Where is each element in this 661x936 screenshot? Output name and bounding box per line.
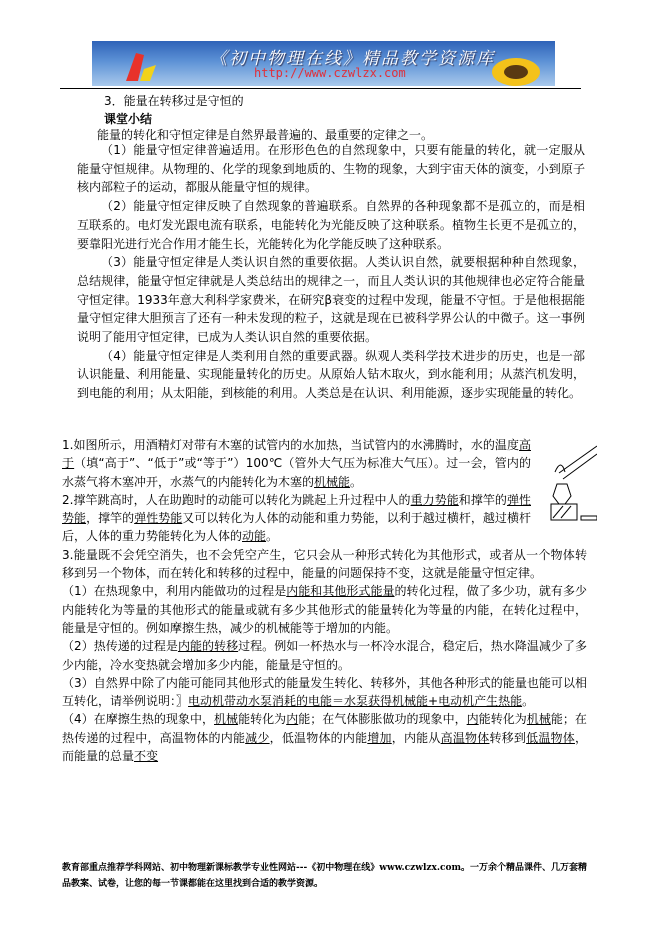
answer-text: 机械 [214, 712, 239, 727]
section1-paragraph [77, 141, 585, 197]
paragraph-text: 和撑竿的 [458, 492, 507, 507]
paragraph-text: （2）能量守恒定律反映了自然现象的普遍联系。自然界的各种现象都不是孤立的，而是相互联系的。电灯发光跟电流有联系，电能转化为光能反映了这种联系。植物生长更不是孤立的，要靠阳光进行光合作用才能生长，光能转化为化学能反映了这种联系。 [77, 199, 585, 251]
answer-text: 机械 [526, 712, 551, 727]
paragraph-text: （3）自然界中除了内能可能同其他形式的能量发生转化、转移外，其他各种形式的能量也能可以相互转化，请举例说明：〗 [62, 675, 587, 709]
paragraph-text: 1.如图所示，用酒精灯对带有木塞的试管内的水加热，当试管内的水沸腾时，水的温度 [62, 438, 519, 452]
paragraph-text: 能转化为 [478, 712, 527, 727]
paragraph-text: （4）在摩擦生热的现象中， [62, 712, 215, 727]
paragraph-text: 能转化为 [238, 712, 287, 727]
paragraph-text: ，撑竿的 [86, 511, 135, 526]
section-heading: 3．能量在转移过是守恒的 [104, 94, 244, 108]
paragraph-text: 能；在热传递的过程中，高温物体的内能 [62, 712, 587, 745]
paragraph-text: 。 [350, 474, 363, 489]
answer-text: 增加 [367, 730, 392, 745]
section2-paragraph [62, 436, 587, 491]
summary-intro: 能量的转化和守恒定律是自然界最普遍的、最重要的定律之一。 [97, 128, 434, 142]
answer-text: 不变 [134, 749, 159, 764]
section2-paragraph [62, 491, 587, 546]
exercises [62, 436, 587, 765]
answer-text: 弹性势能 [62, 492, 531, 526]
paragraph-text: 能；在气体膨胀做功的现象中， [298, 712, 467, 727]
answer-text: 内 [466, 712, 479, 727]
paragraph-text: （填“高于”、“低于”或“等于”）100℃（管外大气压为标准大气压）。过一会，管内的水蒸气将木塞冲开，水蒸气的内能转化为木塞的 [62, 456, 531, 489]
header-divider [60, 88, 581, 89]
paragraph-text: （1）在热现象中，利用内能做功的过程是 [62, 584, 287, 599]
answer-text: 动能 [242, 529, 267, 544]
paragraph-text: 又可以转化为人体的动能和重力势能，以利于越过横杆，越过横杆后，人体的重力势能转化为人体的 [62, 511, 531, 544]
paragraph-text: （2）热传递的过程是 [62, 639, 178, 654]
answer-text: 内 [286, 712, 299, 727]
answer-text: 电动机带动水泵消耗的电能＝水泵获得机械能+电动机产生热能 [188, 694, 523, 709]
paragraph-text: （3）能量守恒定律是人类认识自然的重要依据。人类认识自然，就要根据种种自然现象，总结规律，能量守恒定律就是人类总结出的规律之一，而且人类认识的其他规律也必定符合能量守恒定律。1933年意大利科学家费米，在研究β衰变的过程中发现，能量不守恒。于是他根据能量守恒定律大胆预言了还有一种未发现的粒子，这就是现在已被科学界公认的中微子。这一事例说明了能用守恒定律，已成为人类认识自然的重要依据。 [77, 255, 585, 345]
paragraph-text: ，低温物体的内能 [269, 730, 368, 745]
section1-paragraph [77, 347, 585, 403]
section1-paragraph [77, 197, 585, 253]
section1-paragraph [77, 253, 585, 347]
paragraph-text: （4）能量守恒定律是人类利用自然的重要武器。纵观人类科学技术进步的历史，也是一部认识能量、利用能量、实现能量转化的历史。从原始人钻木取火，到水能利用；从蒸汽机发明，到电能的利用；从太阳能，到核能的利用。人类总是在认识、利用能源，逐步实现能量的转化。 [77, 348, 585, 401]
answer-text: 重力势能 [410, 492, 459, 507]
summary-points [77, 141, 585, 403]
paragraph-text: 。 [522, 694, 535, 709]
summary-title: 课堂小结 [104, 112, 153, 126]
answer-text: 减少 [245, 730, 270, 745]
answer-text: 高于 [62, 438, 531, 471]
footer-text: 教育部重点推荐学科网站、初中物理新课标教学专业性网站---《初中物理在线》www.czwlzx.com。一万余个精品课件、几万套精品教案、试卷，让您的每一节课都能在这里找到合适的教学资源。 [62, 863, 588, 889]
paragraph-text: 。 [266, 529, 279, 544]
answer-text: 内能的转移 [177, 639, 239, 654]
answer-text: 低温物体 [526, 730, 575, 745]
section2-paragraph [62, 637, 587, 674]
site-logo-icon [124, 51, 164, 83]
answer-text: 高温物体 [440, 730, 490, 745]
section2-paragraph [62, 674, 587, 711]
answer-text: 弹性势能 [134, 511, 183, 526]
section2-paragraph [62, 582, 587, 637]
paragraph-text: ，而能量的总量 [62, 730, 587, 764]
banner-title: 《初中物理在线》精品教学资源库 [210, 49, 495, 69]
answer-text: 机械能 [314, 474, 351, 489]
sunflower-icon [491, 55, 541, 86]
section2-paragraph [62, 710, 587, 765]
answer-text: 内能和其他形式能量 [286, 584, 395, 599]
paragraph-text: 2.撑竿跳高时，人在助跑时的动能可以转化为跳起上升过程中人的 [62, 492, 411, 507]
paragraph-text: 的转化过程，做了多少功，就有多少内能转化为等量的其他形式的能量或就有多少其他形式的能量转化为等量的内能，在转化过程中，能量是守恒的。例如摩擦生热，减少的机械能等于增加的内能。 [62, 584, 587, 635]
paragraph-text: ，内能从 [391, 730, 441, 745]
alcohol-lamp-test-tube-figure [539, 438, 597, 538]
banner-url[interactable]: http://www.czwlzx.com [254, 66, 406, 80]
paragraph-text: （1）能量守恒定律普遍适用。在形形色色的自然现象中，只要有能量的转化，就一定服从能量守恒规律。从物理的、化学的现象到地质的、生物的现象，大到宇宙天体的演变，小到原子核内部粒子的运动，都服从能量守恒的规律。 [77, 143, 585, 195]
paragraph-text: 3.能量既不会凭空消失，也不会凭空产生，它只会从一种形式转化为其他形式，或者从一个物体转移到另一个物体，而在转化和转移的过程中，能量的问题保持不变，这就是能量守恒定律。 [62, 547, 587, 581]
section2-paragraph [62, 546, 587, 583]
paragraph-text: 过程。例如一杯热水与一杯冷水混合，稳定后，热水降温减少了多少内能，冷水变热就会增加多少内能，能量是守恒的。 [62, 639, 587, 672]
site-banner [92, 41, 555, 86]
paragraph-text: 转移到 [489, 730, 527, 745]
